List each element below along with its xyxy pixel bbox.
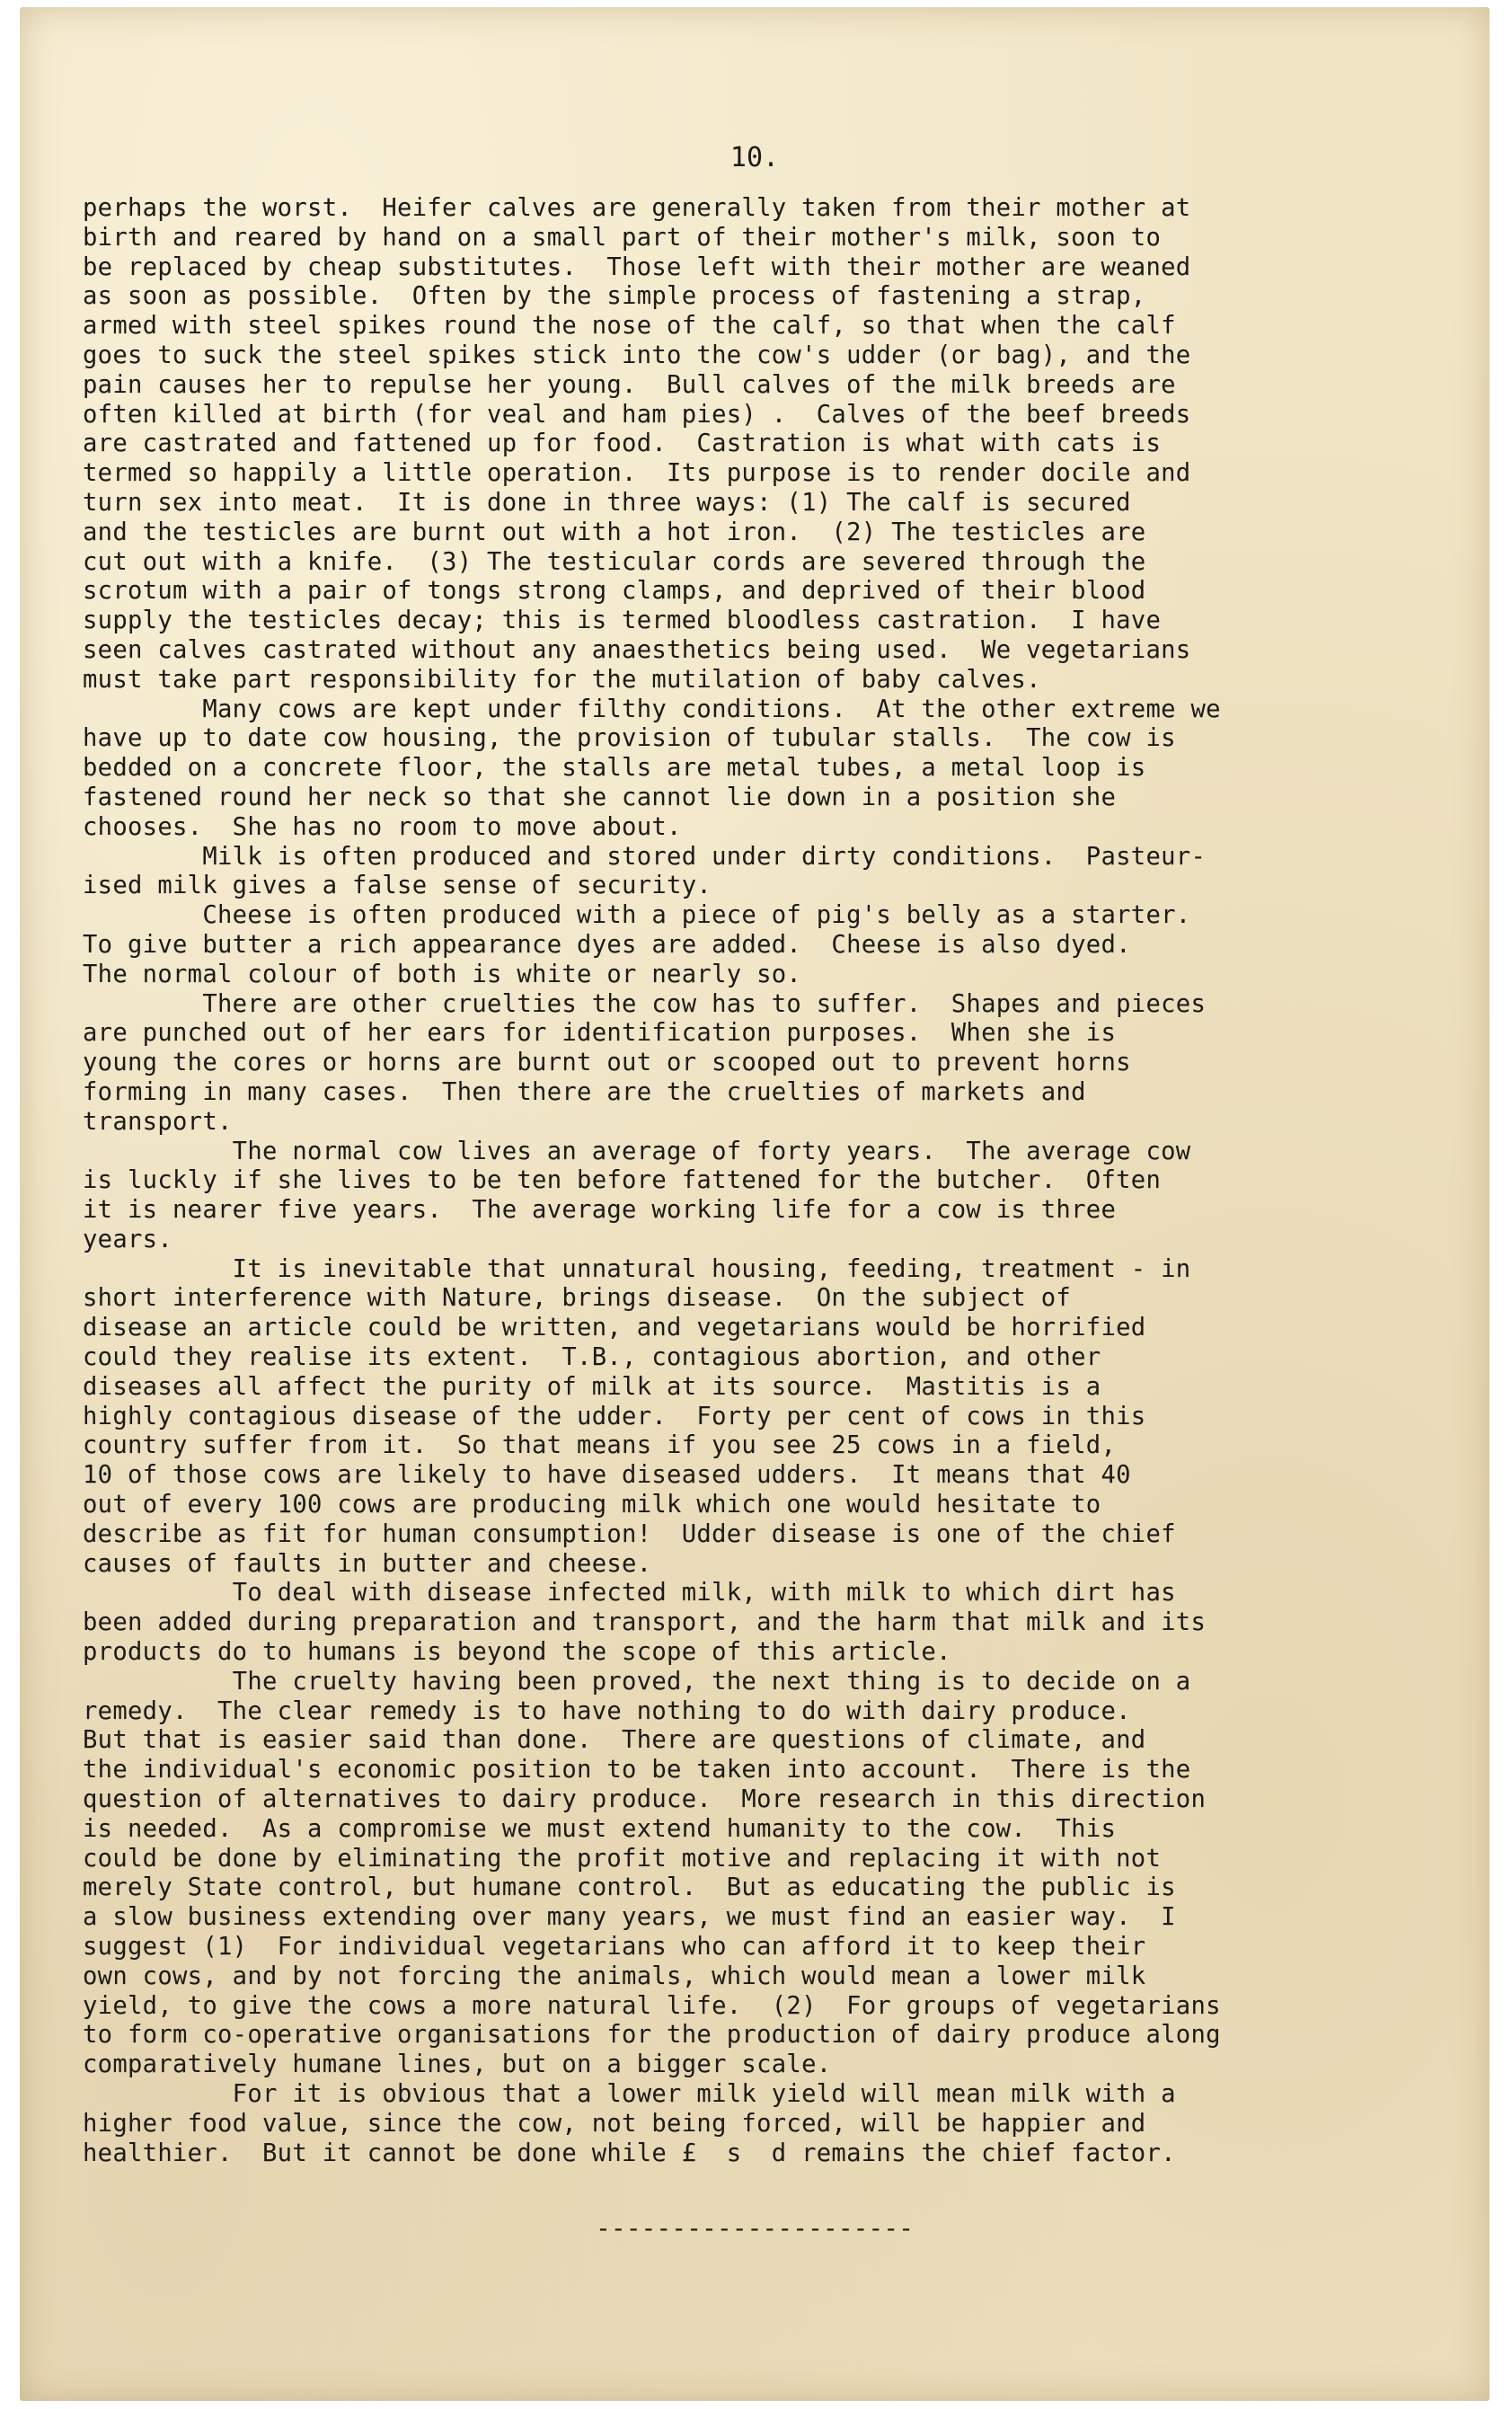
text-line: have up to date cow housing, the provision of tubular stalls. The cow is <box>83 724 1176 753</box>
text-line: But that is easier said than done. There are questions of climate, and <box>83 1726 1146 1755</box>
text-line: healthier. But it cannot be done while £ s d remains the chief factor. <box>83 2139 1176 2167</box>
text-line: a slow business extending over many years, we must find an easier way. I <box>83 1903 1176 1932</box>
text-line: Milk is often produced and stored under dirty conditions. Pasteur- <box>83 842 1207 871</box>
text-line: The normal colour of both is white or nearly so. <box>83 960 802 988</box>
text-line: as soon as possible. Often by the simple process of fastening a strap, <box>83 282 1146 311</box>
text-line: termed so happily a little operation. Its purpose is to render docile and <box>83 459 1191 488</box>
text-line: disease an article could be written, and vegetarians would be horrified <box>83 1314 1146 1342</box>
text-line: transport. <box>83 1107 233 1136</box>
text-line: chooses. She has no room to move about. <box>83 812 682 841</box>
text-line: scrotum with a pair of tongs strong clamps, and deprived of their blood <box>83 577 1146 606</box>
text-line: often killed at birth (for veal and ham pies) . Calves of the beef breeds <box>83 400 1191 429</box>
text-line: products do to humans is beyond the scope of this article. <box>83 1638 951 1667</box>
text-line: is luckly if she lives to be ten before fattened for the butcher. Often <box>83 1166 1162 1195</box>
text-line: To give butter a rich appearance dyes are added. Cheese is also dyed. <box>83 930 1131 959</box>
page-number: 10. <box>729 142 780 173</box>
text-line: fastened round her neck so that she cannot lie down in a position she <box>83 783 1117 811</box>
text-line: cut out with a knife. (3) The testicular cords are severed through the <box>83 547 1146 576</box>
text-line: merely State control, but humane control. But as educating the public is <box>83 1873 1176 1902</box>
text-line: remedy. The clear remedy is to have nothing to do with dairy produce. <box>83 1696 1131 1725</box>
text-line: are castrated and fattened up for food. Castration is what with cats is <box>83 430 1162 458</box>
text-line: ised milk gives a false sense of security. <box>83 872 712 900</box>
text-line: yield, to give the cows a more natural life. (2) For groups of vegetarians <box>83 1991 1221 2020</box>
text-line: There are other cruelties the cow has to suffer. Shapes and pieces <box>83 989 1207 1018</box>
text-line: it is nearer five years. The average working life for a cow is three <box>83 1196 1117 1225</box>
text-line: The cruelty having been proved, the next thing is to decide on a <box>83 1667 1191 1696</box>
text-line: been added during preparation and transport, and the harm that milk and its <box>83 1608 1207 1637</box>
ending-rule: --------------------- <box>595 2213 914 2243</box>
text-line: describe as fit for human consumption! Udder disease is one of the chief <box>83 1519 1176 1548</box>
text-line: To deal with disease infected milk, with milk to which dirt has <box>83 1579 1176 1607</box>
text-line: and the testicles are burnt out with a hot iron. (2) The testicles are <box>83 518 1146 546</box>
text-line: years. <box>83 1225 173 1253</box>
text-line: causes of faults in butter and cheese. <box>83 1549 652 1578</box>
text-line: be replaced by cheap substitutes. Those left with their mother are weaned <box>83 252 1191 281</box>
text-line: country suffer from it. So that means if you see 25 cows in a field, <box>83 1431 1117 1460</box>
text-line: question of alternatives to dairy produce. More research in this direction <box>83 1785 1207 1814</box>
text-line: young the cores or horns are burnt out or scooped out to prevent horns <box>83 1049 1131 1077</box>
text-line: suggest (1) For individual vegetarians who can afford it to keep their <box>83 1933 1146 1962</box>
text-line: perhaps the worst. Heifer calves are generally taken from their mother at <box>83 194 1191 222</box>
text-line: seen calves castrated without any anaesthetics being used. We vegetarians <box>83 635 1191 664</box>
text-line: could be done by eliminating the profit motive and replacing it with not <box>83 1844 1162 1873</box>
text-line: to form co-operative organisations for the production of dairy produce along <box>83 2021 1221 2050</box>
text-line: pain causes her to repulse her young. Bull calves of the milk breeds are <box>83 370 1176 399</box>
text-line: are punched out of her ears for identification purposes. When she is <box>83 1019 1117 1048</box>
text-line: highly contagious disease of the udder. Forty per cent of cows in this <box>83 1402 1146 1430</box>
text-line: birth and reared by hand on a small part of their mother's milk, soon to <box>83 223 1162 252</box>
document-page <box>20 7 1490 2401</box>
text-line: armed with steel spikes round the nose of the calf, so that when the calf <box>83 312 1176 341</box>
text-line: 10 of those cows are likely to have diseased udders. It means that 40 <box>83 1461 1131 1490</box>
text-line: For it is obvious that a lower milk yield will mean milk with a <box>83 2080 1176 2108</box>
text-line: bedded on a concrete floor, the stalls are metal tubes, a metal loop is <box>83 754 1146 783</box>
text-line: Many cows are kept under filthy conditions. At the other extreme we <box>83 695 1221 723</box>
text-line: diseases all affect the purity of milk at its source. Mastitis is a <box>83 1372 1101 1401</box>
text-line: short interference with Nature, brings disease. On the subject of <box>83 1284 1072 1313</box>
text-line: must take part responsibility for the mutilation of baby calves. <box>83 665 1041 694</box>
text-line: is needed. As a compromise we must extend humanity to the cow. This <box>83 1814 1117 1843</box>
text-line: It is inevitable that unnatural housing, feeding, treatment - in <box>83 1254 1191 1283</box>
text-line: goes to suck the steel spikes stick into the cow's udder (or bag), and the <box>83 341 1191 369</box>
body-text <box>83 194 1430 2168</box>
text-line: own cows, and by not forcing the animals, which would mean a lower milk <box>83 1962 1146 1990</box>
text-line: the individual's economic position to be taken into account. There is the <box>83 1756 1191 1785</box>
text-line: supply the testicles decay; this is termed bloodless castration. I have <box>83 607 1162 635</box>
text-line: turn sex into meat. It is done in three ways: (1) The calf is secured <box>83 488 1131 517</box>
text-line: comparatively humane lines, but on a bigger scale. <box>83 2050 832 2079</box>
text-line: higher food value, since the cow, not being forced, will be happier and <box>83 2109 1146 2138</box>
text-line: out of every 100 cows are producing milk which one would hesitate to <box>83 1491 1101 1519</box>
text-line: forming in many cases. Then there are the cruelties of markets and <box>83 1077 1086 1106</box>
text-line: Cheese is often produced with a piece of pig's belly as a starter. <box>83 901 1191 930</box>
text-line: The normal cow lives an average of forty years. The average cow <box>83 1137 1191 1165</box>
text-line: could they realise its extent. T.B., contagious abortion, and other <box>83 1343 1101 1372</box>
